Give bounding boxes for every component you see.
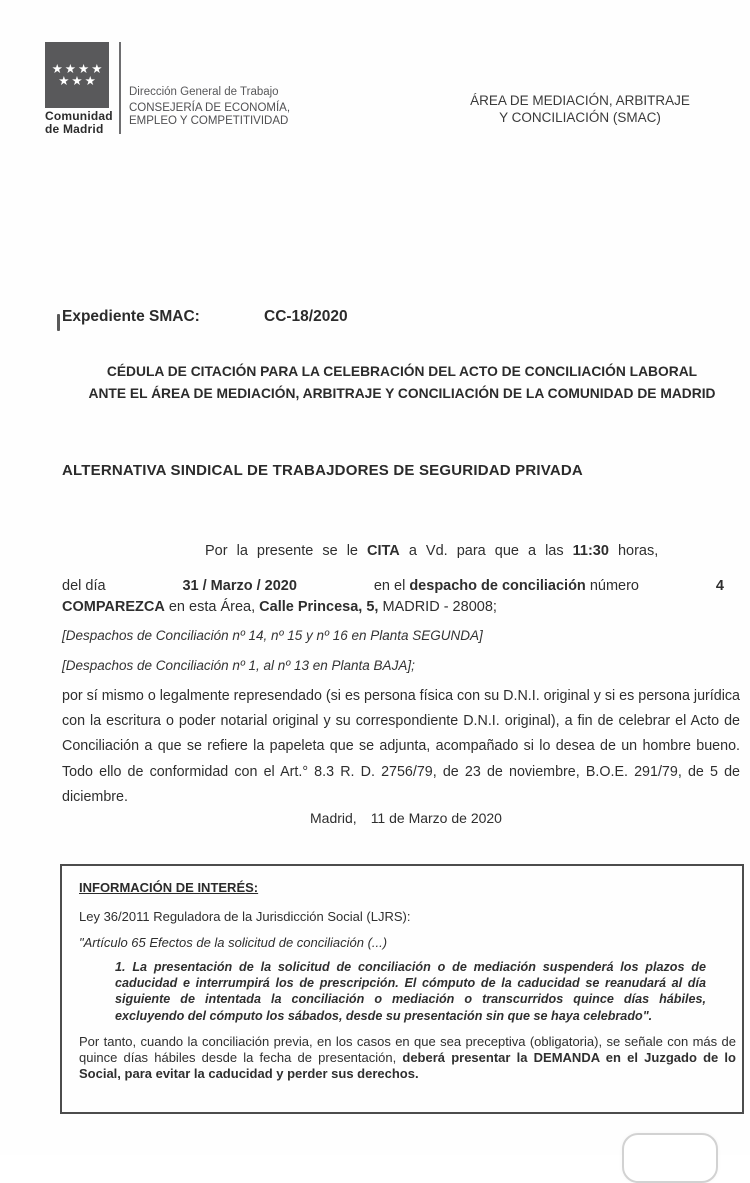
- document-title-line2: ANTE EL ÁREA DE MEDIACIÓN, ARBITRAJE Y CONCILIACIÓN DE LA COMUNIDAD DE MADRID: [88, 385, 716, 401]
- dateline: [310, 810, 502, 826]
- info-box: [60, 864, 744, 1114]
- document-title-line1: CÉDULA DE CITACIÓN PARA LA CELEBRACIÓN DEL ACTO DE CONCILIACIÓN LABORAL: [106, 364, 698, 379]
- header-divider: [119, 42, 121, 134]
- citation-office-keyword: despacho de conciliación: [409, 578, 586, 594]
- citation-text: del día: [62, 578, 106, 594]
- citation-cita-keyword: CITA: [367, 543, 400, 559]
- citation-time: 11:30: [572, 543, 609, 559]
- citation-text: horas,: [608, 543, 659, 559]
- expediente-label: Expediente SMAC:: [62, 308, 200, 325]
- citation-date: 31 / Marzo / 2020: [182, 578, 297, 594]
- citation-office-segment: [374, 578, 639, 594]
- citation-text: en el: [373, 578, 410, 594]
- legal-paragraph: por sí mismo o legalmente represendado (si es persona física con su D.N.I. original y si es persona jurídica con la escritura o poder notarial original y su correspondiente D.N.I. original), a fin de celebrar el Acto de Conciliación a que se refiere la papeleta que se adjunta, acompañado si lo desea de un hombre bueno. Todo ello de conformidad con el Art.° 8.3 R. D. 2756/79, de 23 de noviembre, B.O.E. 291/79, de 5 de diciembre.: [62, 688, 740, 805]
- citation-line2: [62, 578, 738, 594]
- citation-line1: [205, 543, 746, 559]
- info-article-line: "Artículo 65 Efectos de la solicitud de conciliación (...): [79, 935, 388, 950]
- citation-text: Por la presente se le: [205, 543, 368, 559]
- expediente-value: CC-18/2020: [264, 308, 348, 325]
- despachos-note-2: [Despachos de Conciliación nº 1, al nº 13 en Planta BAJA];: [62, 658, 415, 673]
- citation-text: número: [585, 578, 639, 594]
- department-line2: CONSEJERÍA DE ECONOMÍA,: [129, 102, 291, 114]
- info-law-line: Ley 36/2011 Reguladora de la Jurisdicción Social (LJRS):: [79, 909, 411, 924]
- area-block: [430, 92, 730, 126]
- citation-comparezca-keyword: COMPAREZCA: [62, 599, 165, 615]
- dateline-city: Madrid,: [310, 810, 357, 826]
- madrid-flag-logo: [45, 42, 109, 108]
- citation-address: Calle Princesa, 5,: [259, 599, 379, 615]
- citation-text: en esta Área,: [164, 599, 260, 615]
- info-box-title: INFORMACIÓN DE INTERÉS:: [79, 880, 259, 895]
- citation-text: MADRID - 28008;: [378, 599, 497, 615]
- area-line1: ÁREA DE MEDIACIÓN, ARBITRAJE: [470, 93, 690, 108]
- logo-wordmark-line1: Comunidad: [45, 109, 113, 123]
- logo-wordmark-line2: de Madrid: [45, 121, 104, 136]
- flag-stars-icon: ★★★★: [51, 61, 105, 76]
- info-portanto-paragraph: [79, 1034, 736, 1082]
- info-demanda-warning: deberá presentar la DEMANDA en el Juzgado de lo Social, para evitar la caducidad y perder sus derechos.: [79, 1049, 736, 1081]
- dateline-date: 11 de Marzo de 2020: [370, 810, 502, 826]
- expediente-row: [62, 308, 348, 326]
- department-block: [129, 86, 290, 128]
- floating-widget[interactable]: [622, 1133, 718, 1183]
- recipient-name: ALTERNATIVA SINDICAL DE TRABAJDORES DE SEGURIDAD PRIVADA: [62, 462, 583, 479]
- flag-stars-icon: ★★★: [58, 73, 98, 88]
- info-portanto-text: Por tanto, cuando la conciliación previa, en los casos en que sea preceptiva (obligatoria), se señale con más de quince días hábiles desde la fecha de presentación,: [79, 1033, 736, 1065]
- citation-text: a Vd. para que a las: [399, 543, 573, 559]
- despachos-note-1: [Despachos de Conciliación nº 14, nº 15 y nº 16 en Planta SEGUNDA]: [62, 628, 483, 643]
- citation-line3: [62, 599, 497, 615]
- department-line3: EMPLEO Y COMPETITIVIDAD: [129, 115, 289, 127]
- logo-wordmark: [45, 110, 113, 135]
- scan-artifact: [57, 314, 60, 331]
- info-article-quote: 1. La presentación de la solicitud de conciliación o de mediación suspenderá los plazos de caducidad e interrumpirá los de prescripción. El cómputo de la caducidad se reanudará al día siguiente de intentada la conciliación o mediación o transcurridos quince días hábiles, excluyendo del cómputo los sábados, desde su presentación sin que se haya celebrado".: [115, 960, 706, 1023]
- department-line1: Dirección General de Trabajo: [129, 86, 279, 98]
- document-title: [56, 361, 748, 404]
- area-line2: Y CONCILIACIÓN (SMAC): [499, 110, 661, 125]
- citation-office-number: 4: [715, 578, 724, 594]
